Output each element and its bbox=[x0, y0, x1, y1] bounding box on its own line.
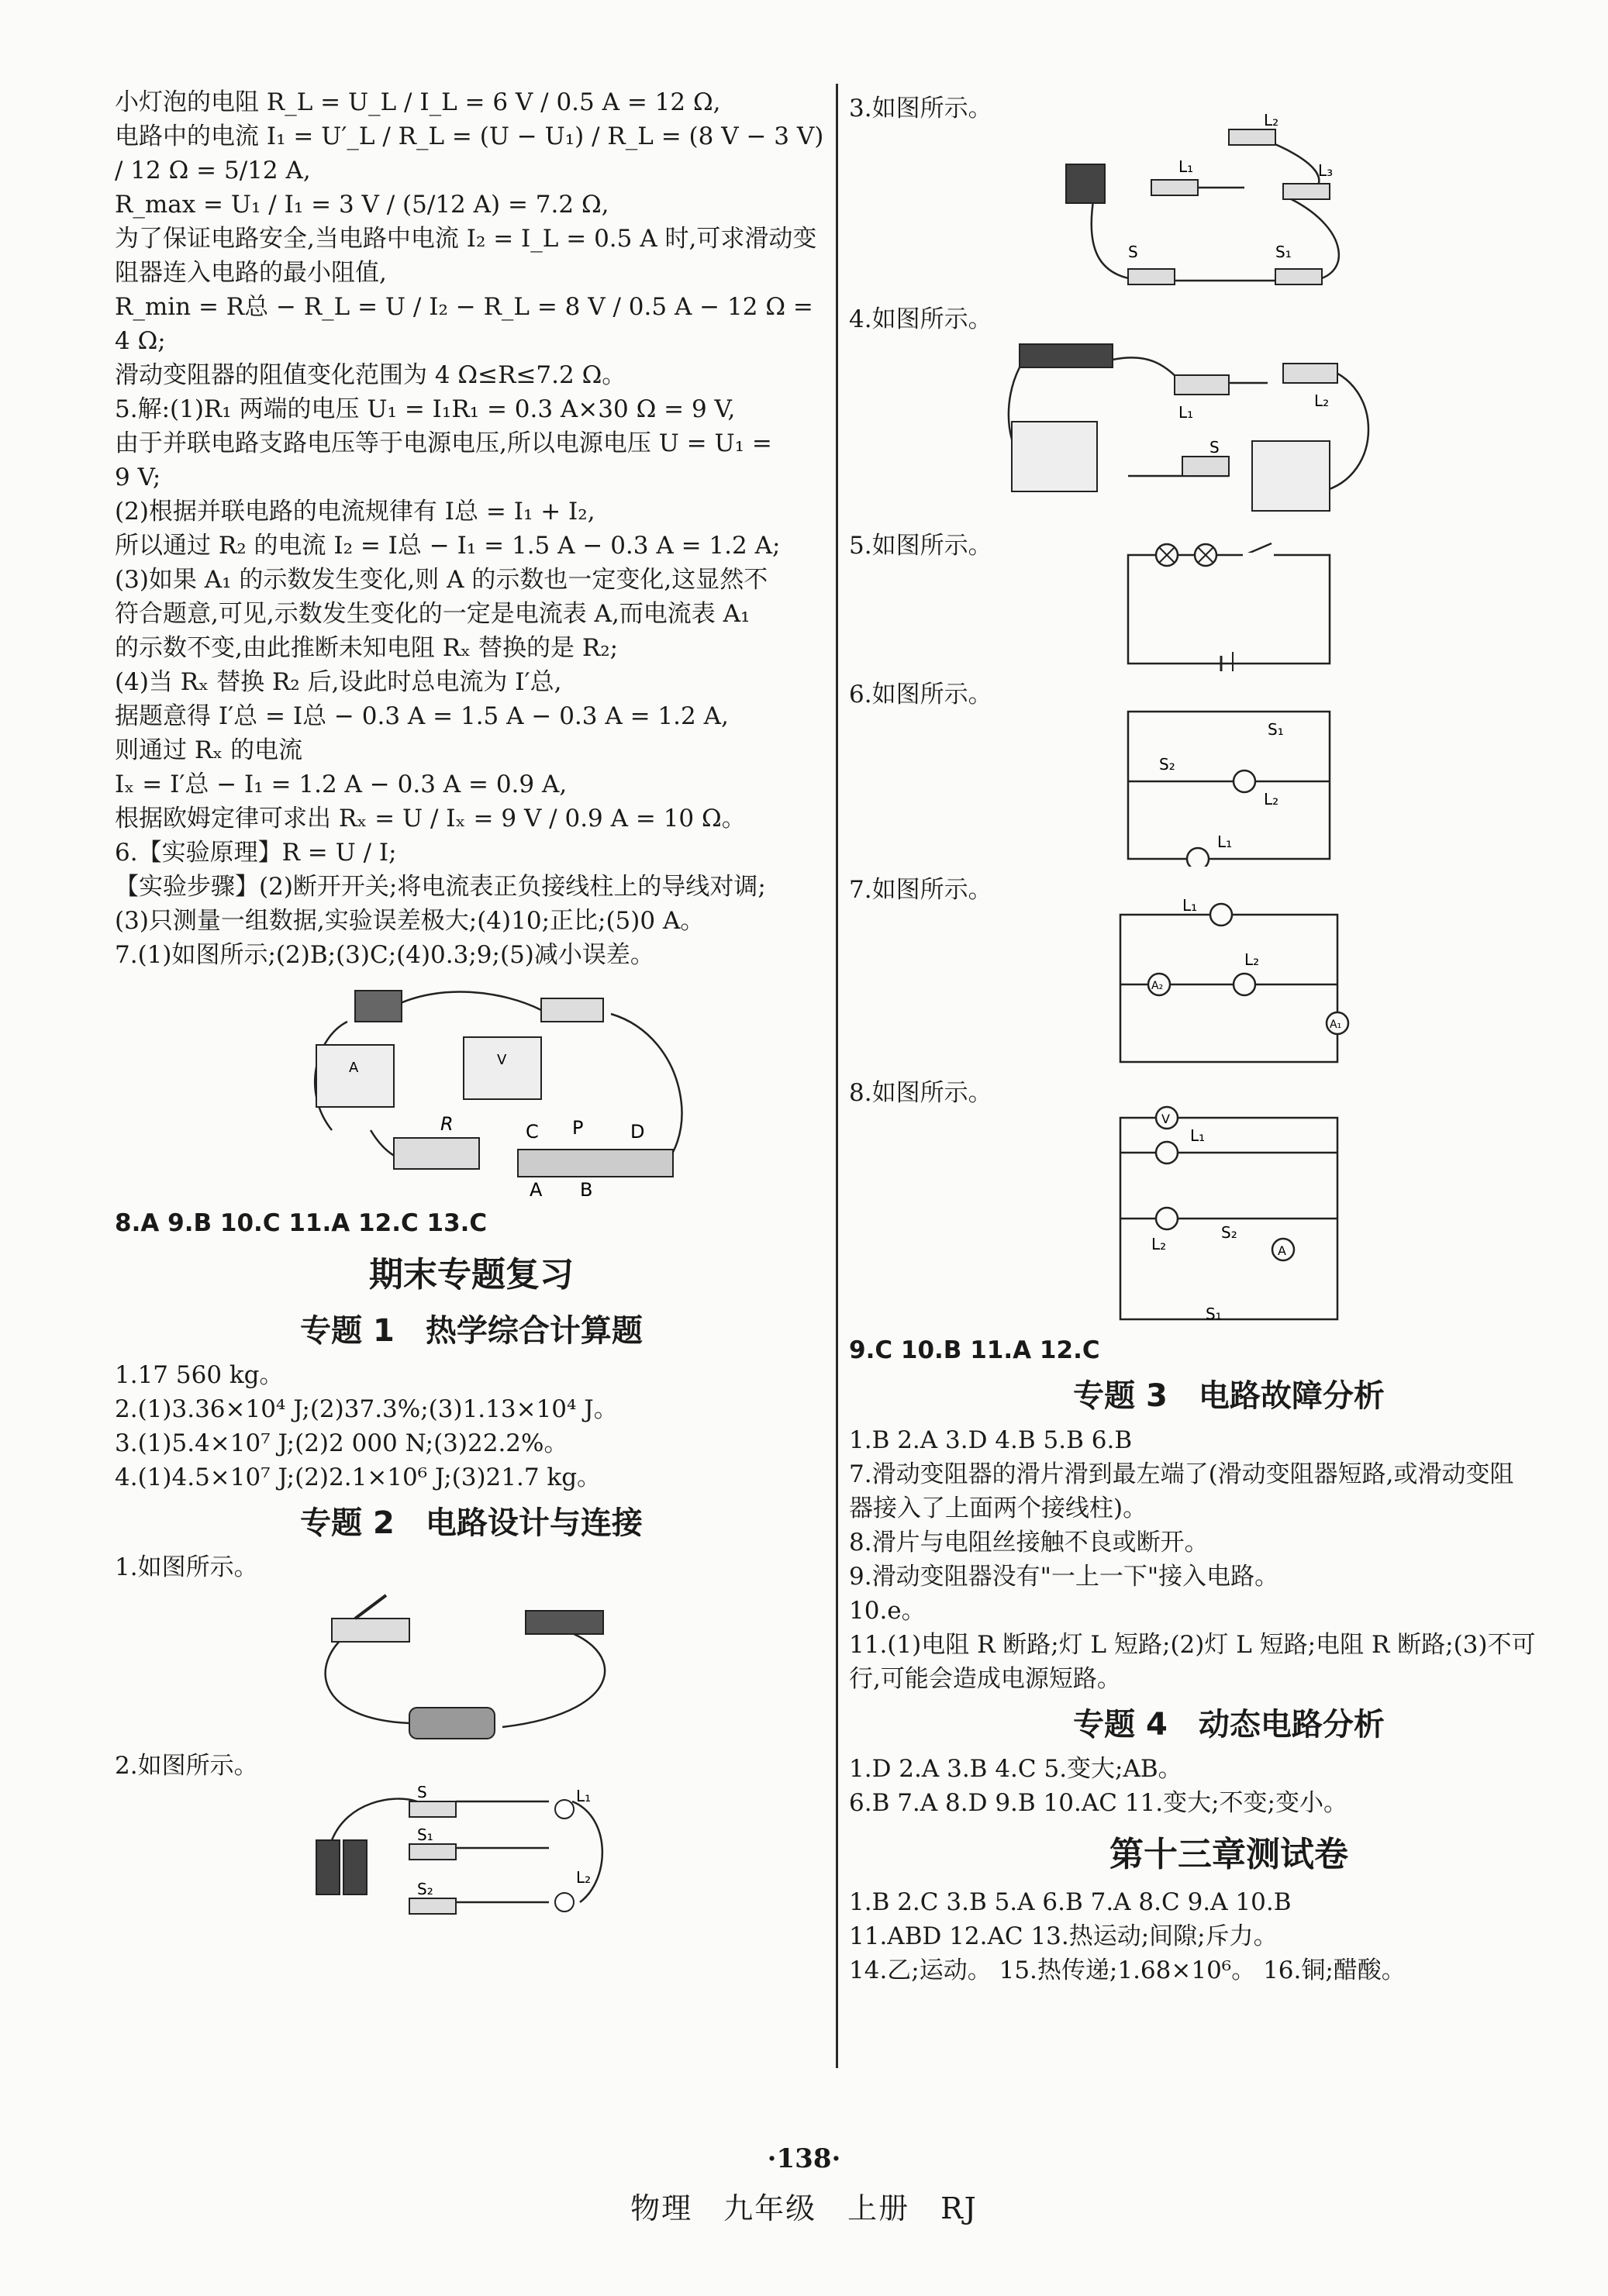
text-line: 【实验步骤】(2)断开开关;将电流表正负接线柱上的导线对调; bbox=[115, 873, 766, 901]
figure-two-switch-circuit bbox=[301, 1786, 626, 1941]
fig-label-L3: L₃ bbox=[1318, 161, 1334, 180]
text-line: 器接入了上面两个接线柱)。 bbox=[849, 1494, 1147, 1522]
text-line: 1.D 2.A 3.B 4.C 5.变大;AB。 bbox=[849, 1755, 1182, 1783]
page-number: ·138· bbox=[767, 2143, 841, 2174]
right-q6: 6.如图所示。 bbox=[849, 681, 992, 708]
fig-label-S2: S₂ bbox=[1159, 755, 1175, 774]
fig-label-S: S bbox=[1209, 438, 1220, 457]
text-line: 由于并联电路支路电压等于电源电压,所以电源电压 U = U₁ = bbox=[115, 429, 772, 457]
text-line: 9 V; bbox=[115, 464, 161, 491]
fig-label-S1: S₁ bbox=[1268, 720, 1284, 739]
column-divider bbox=[836, 84, 838, 2068]
text-line: 的示数不变,由此推断未知电阻 Rₓ 替换的是 R₂; bbox=[115, 634, 619, 662]
fig-label-S1: S₁ bbox=[417, 1825, 433, 1844]
text-line: R_max = U₁ / I₁ = 3 V / (5/12 A) = 7.2 Ω, bbox=[115, 191, 609, 219]
text-line: 据题意得 I′总 = I总 − 0.3 A = 1.5 A − 0.3 A = 1.2 A, bbox=[115, 702, 729, 730]
fig-label-L1: L₁ bbox=[1217, 833, 1233, 851]
topic-2-q1: 1.如图所示。 bbox=[115, 1553, 258, 1581]
fig-label-L2: L₂ bbox=[576, 1868, 592, 1887]
fig-label-L1: L₁ bbox=[1190, 1126, 1206, 1145]
figure-parallel-circuit-3 bbox=[1105, 1102, 1353, 1327]
figure-experiment-circuit bbox=[285, 975, 719, 1200]
fig-label-S: S bbox=[1128, 243, 1138, 261]
fig-label-C: C bbox=[526, 1121, 539, 1143]
figure-switch-motor-circuit bbox=[301, 1588, 657, 1743]
chapter-13-answers bbox=[849, 1885, 1608, 1987]
fig-label-S1: S₁ bbox=[1206, 1305, 1222, 1323]
right-q4: 4.如图所示。 bbox=[849, 305, 992, 333]
fig-label-L1: L₁ bbox=[1178, 403, 1194, 422]
text-line: 1.B 2.C 3.B 5.A 6.B 7.A 8.C 9.A 10.B bbox=[849, 1888, 1292, 1916]
left-column bbox=[115, 85, 828, 1947]
calc-lines bbox=[115, 85, 828, 392]
fig-label-L2: L₂ bbox=[1264, 111, 1279, 129]
fig-label-L2: L₂ bbox=[1264, 790, 1279, 808]
fig-label-L2: L₂ bbox=[1244, 950, 1260, 969]
fig-label-R: R bbox=[440, 1113, 454, 1135]
text-line: 所以通过 R₂ 的电流 I₂ = I总 − I₁ = 1.5 A − 0.3 A = 1.2 A; bbox=[115, 532, 781, 560]
text-line: 1.B 2.A 3.D 4.B 5.B 6.B bbox=[849, 1426, 1133, 1454]
text-line: 11.(1)电阻 R 断路;灯 L 短路;(2)灯 L 短路;电阻 R 断路;(3)不可 bbox=[849, 1631, 1536, 1659]
fig-label-P: P bbox=[572, 1117, 584, 1139]
text-line: 行,可能会造成电源短路。 bbox=[849, 1665, 1121, 1693]
topic-1-title: 专题 1 热学综合计算题 bbox=[300, 1313, 643, 1349]
fig-label-A: A bbox=[1278, 1243, 1286, 1258]
text-line: 电路中的电流 I₁ = U′_L / R_L = (U − U₁) / R_L = (8 V − 3 V) / 12 Ω = 5/12 A, bbox=[115, 122, 824, 184]
fig-label-B: B bbox=[580, 1179, 593, 1200]
text-line: 符合题意,可见,示数发生变化的一定是电流表 A,而电流表 A₁ bbox=[115, 600, 751, 628]
answer-6 bbox=[115, 836, 828, 938]
text-line: (2)根据并联电路的电流规律有 I总 = I₁ + I₂, bbox=[115, 498, 595, 526]
book-footer: 物理 九年级 上册 RJ bbox=[630, 2191, 978, 2225]
right-q3: 3.如图所示。 bbox=[849, 95, 992, 122]
fig-label-A2: A₂ bbox=[1151, 980, 1164, 992]
fig-label-S2: S₂ bbox=[417, 1880, 433, 1898]
figure-meter-circuit bbox=[996, 321, 1399, 522]
fig-label-S: S bbox=[417, 1786, 427, 1801]
text-line: 2.(1)3.36×10⁴ J;(2)37.3%;(3)1.13×10⁴ J。 bbox=[115, 1395, 618, 1423]
fig-label-V: V bbox=[1161, 1112, 1170, 1126]
section-title: 期末专题复习 bbox=[369, 1255, 574, 1295]
right-q7: 7.如图所示。 bbox=[849, 876, 992, 904]
right-q5: 5.如图所示。 bbox=[849, 532, 992, 560]
fig-label-A2: A bbox=[530, 1179, 543, 1200]
text-line: 6.【实验原理】R = U / I; bbox=[115, 839, 397, 867]
figure-parallel-circuit-1 bbox=[1113, 696, 1345, 867]
fig-label-L2: L₂ bbox=[1151, 1235, 1167, 1253]
text-line: 8.滑片与电阻丝接触不良或断开。 bbox=[849, 1529, 1209, 1557]
fig-label-L2: L₂ bbox=[1314, 391, 1330, 410]
figure-three-lamp-circuit bbox=[1051, 110, 1407, 296]
fig-label-V: V bbox=[497, 1052, 507, 1068]
figure-series-circuit bbox=[1113, 540, 1345, 671]
text-line: 6.B 7.A 8.D 9.B 10.AC 11.变大;不变;变小。 bbox=[849, 1789, 1347, 1817]
text-line: 4.(1)4.5×10⁷ J;(2)2.1×10⁶ J;(3)21.7 kg。 bbox=[115, 1463, 602, 1491]
chapter-13-title: 第十三章测试卷 bbox=[1109, 1835, 1348, 1874]
fig-label-L1: L₁ bbox=[576, 1787, 592, 1805]
answer-5 bbox=[115, 392, 828, 836]
text-line: 9.滑动变阻器没有"一上一下"接入电路。 bbox=[849, 1563, 1279, 1591]
text-line: 则通过 Rₓ 的电流 bbox=[115, 736, 303, 764]
fig-label-S2: S₂ bbox=[1221, 1223, 1237, 1242]
text-line: 11.ABD 12.AC 13.热运动;间隙;斥力。 bbox=[849, 1922, 1278, 1950]
answers-8-13: 8.A 9.B 10.C 11.A 12.C 13.C bbox=[115, 1209, 488, 1237]
text-line: Iₓ = I′总 − I₁ = 1.2 A − 0.3 A = 0.9 A, bbox=[115, 771, 568, 798]
answer-7: 7.(1)如图所示;(2)B;(3)C;(4)0.3;9;(5)减小误差。 bbox=[115, 941, 654, 969]
topic-1-answers bbox=[115, 1358, 828, 1494]
text-line: 小灯泡的电阻 R_L = U_L / I_L = 6 V / 0.5 A = 12 Ω, bbox=[115, 88, 721, 116]
text-line: (4)当 Rₓ 替换 R₂ 后,设此时总电流为 I′总, bbox=[115, 668, 562, 696]
fig-label-A1: A₁ bbox=[1330, 1019, 1342, 1031]
text-line: 3.(1)5.4×10⁷ J;(2)2 000 N;(3)22.2%。 bbox=[115, 1429, 568, 1457]
text-line: 1.17 560 kg。 bbox=[115, 1361, 284, 1389]
text-line: 阻器连入电路的最小阻值, bbox=[115, 259, 387, 287]
text-line: (3)如果 A₁ 的示数发生变化,则 A 的示数也一定变化,这显然不 bbox=[115, 566, 768, 594]
topic-3-answers bbox=[849, 1423, 1608, 1696]
text-line: 5.解:(1)R₁ 两端的电压 U₁ = I₁R₁ = 0.3 A×30 Ω = 9 V, bbox=[115, 395, 736, 423]
fig-label-D: D bbox=[630, 1121, 645, 1143]
right-column bbox=[849, 91, 1608, 1987]
text-line: 14.乙;运动。 15.热传递;1.68×10⁶。 16.铜;醋酸。 bbox=[849, 1956, 1406, 1984]
text-line: 10.e。 bbox=[849, 1597, 926, 1625]
text-line: 7.滑动变阻器的滑片滑到最左端了(滑动变阻器短路,或滑动变阻 bbox=[849, 1460, 1514, 1488]
answers-9-12: 9.C 10.B 11.A 12.C bbox=[849, 1336, 1100, 1364]
text-line: 滑动变阻器的阻值变化范围为 4 Ω≤R≤7.2 Ω。 bbox=[115, 361, 626, 389]
topic-3-title: 专题 3 电路故障分析 bbox=[1073, 1378, 1385, 1414]
text-line: R_min = R总 − R_L = U / I₂ − R_L = 8 V / 0.5 A − 12 Ω = 4 Ω; bbox=[115, 293, 813, 355]
fig-label-A: A bbox=[349, 1060, 359, 1076]
text-line: 根据欧姆定律可求出 Rₓ = U / Iₓ = 9 V / 0.9 A = 10 Ω。 bbox=[115, 805, 746, 833]
fig-label-S3: S₁ bbox=[1275, 243, 1292, 261]
text-line: (3)只测量一组数据,实验误差极大;(4)10;正比;(5)0 A。 bbox=[115, 907, 705, 935]
figure-parallel-circuit-2 bbox=[1105, 899, 1353, 1070]
text-line: 为了保证电路安全,当电路中电流 I₂ = I_L = 0.5 A 时,可求滑动变 bbox=[115, 225, 817, 253]
right-q8: 8.如图所示。 bbox=[849, 1079, 992, 1107]
topic-2-q2: 2.如图所示。 bbox=[115, 1752, 258, 1780]
fig-label-L1: L₁ bbox=[1182, 899, 1198, 915]
fig-label-L1: L₁ bbox=[1178, 157, 1194, 176]
topic-4-answers bbox=[849, 1752, 1608, 1820]
topic-4-title: 专题 4 动态电路分析 bbox=[1073, 1707, 1385, 1743]
topic-2-title: 专题 2 电路设计与连接 bbox=[300, 1505, 643, 1541]
